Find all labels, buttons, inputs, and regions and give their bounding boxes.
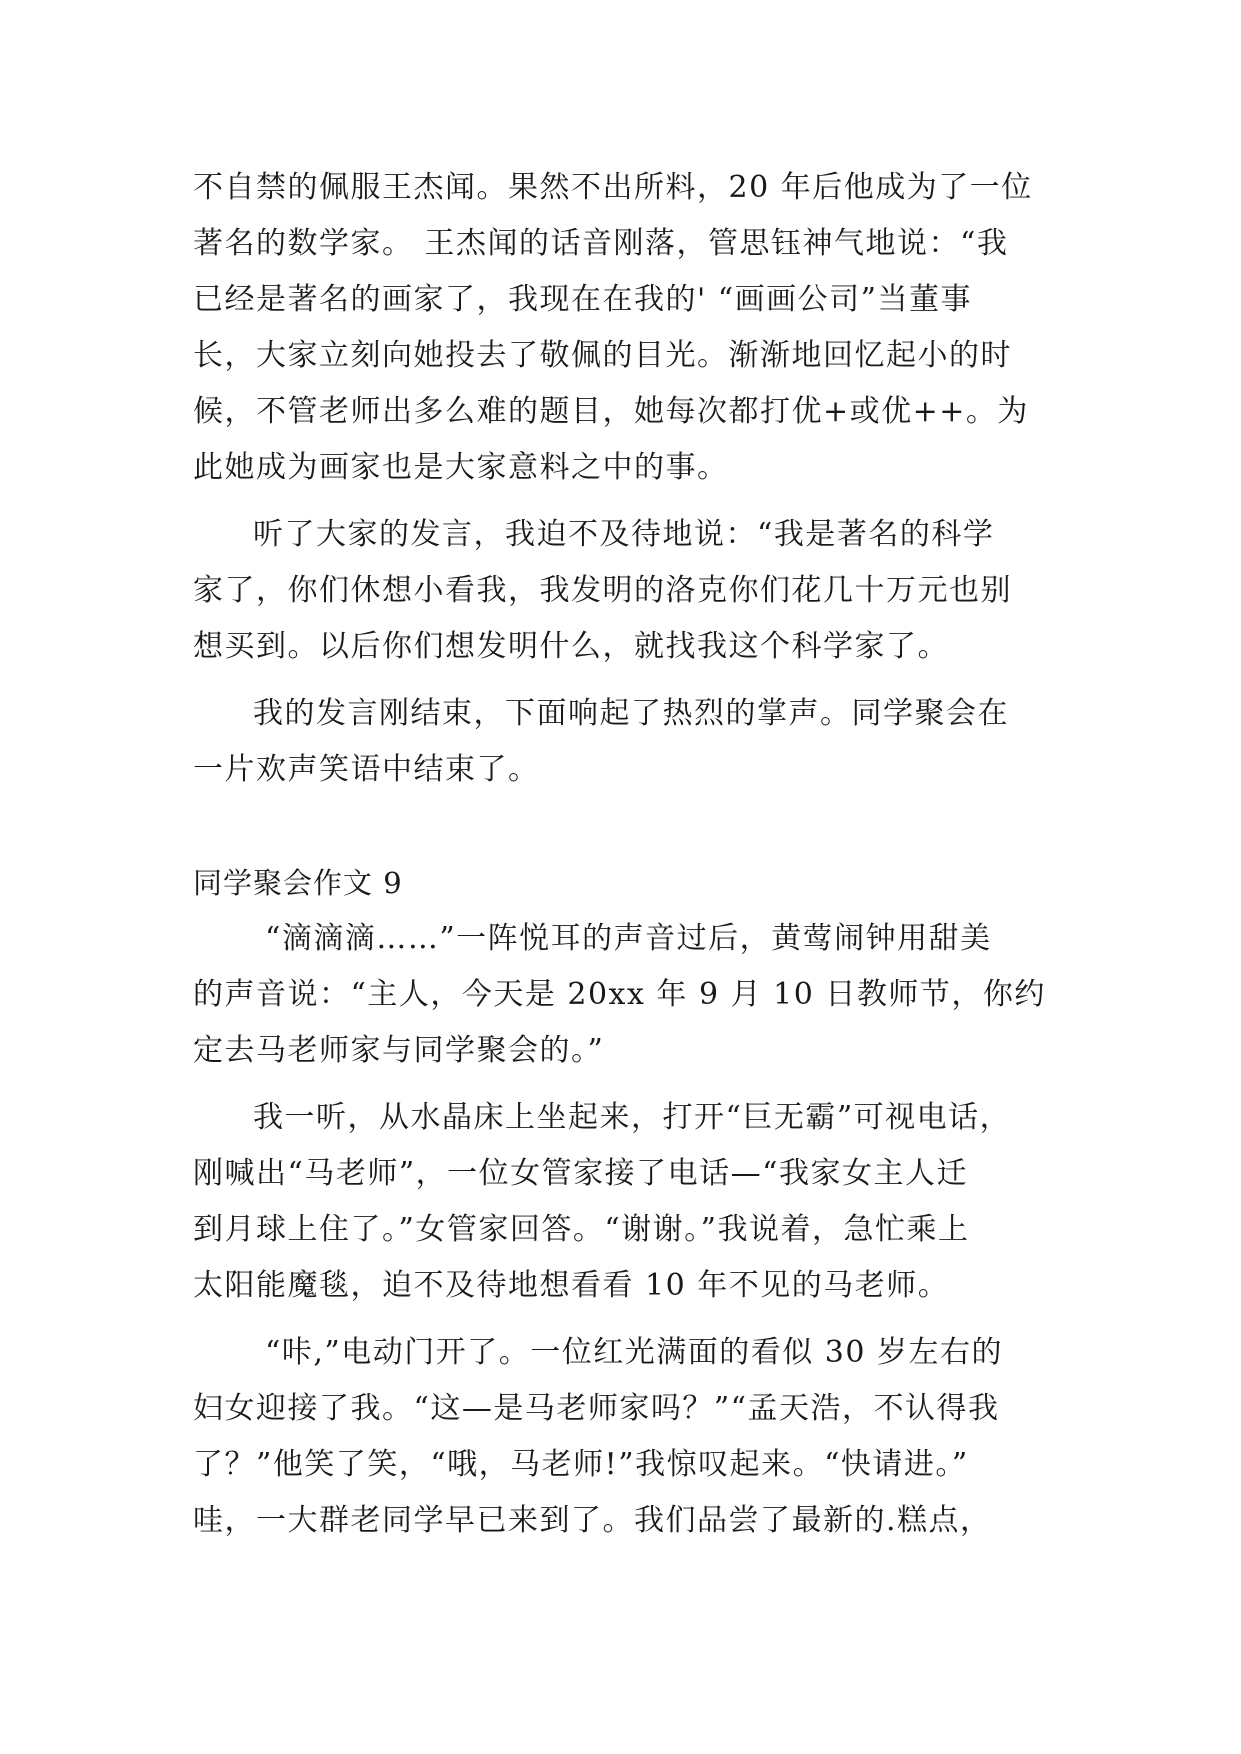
paragraph-line: 家了，你们休想小看我，我发明的洛克你们花几十万元也别 [193,573,1012,608]
paragraph-line: 想买到。以后你们想发明什么，就找我这个科学家了。 [193,629,949,664]
section-heading: 同学聚会作文 9 [193,866,403,900]
paragraph-first-line: “咔,”电动门开了。一位红光满面的看似 30 岁左右的 [265,1335,1003,1370]
paragraph-line: 刚喊出“马老师”，一位女管家接了电话—“我家女主人迁 [193,1156,969,1191]
paragraph-line: 不自禁的佩服王杰闻。果然不出所料，20 年后他成为了一位 [193,170,1033,205]
paragraph-line: 此她成为画家也是大家意料之中的事。 [193,450,729,485]
paragraph-first-line: 我一听，从水晶床上坐起来，打开“巨无霸”可视电话， [253,1100,1012,1135]
paragraph-line: 候，不管老师出多么难的题目，她每次都打优+或优++。为 [193,394,1029,429]
paragraph-first-line: “滴滴滴……”一阵悦耳的声音过后，黄莺闹钟用甜美 [265,921,992,956]
paragraph-line: 妇女迎接了我。“这—是马老师家吗？”“孟天浩，不认得我 [193,1391,1000,1426]
paragraph-line: 的声音说：“主人，今天是 20xx 年 9 月 10 日教师节，你约 [193,977,1046,1012]
paragraph-first-line: 听了大家的发言，我迫不及待地说：“我是著名的科学 [253,517,995,552]
paragraph-line: 长，大家立刻向她投去了敬佩的目光。渐渐地回忆起小的时 [193,338,1012,373]
paragraph-line: 了？”他笑了笑，“哦，马老师!”我惊叹起来。“快请进。” [193,1447,969,1482]
paragraph-line: 一片欢声笑语中结束了。 [193,752,540,787]
paragraph-line: 哇，一大群老同学早已来到了。我们品尝了最新的.糕点， [193,1503,992,1538]
paragraph-line: 已经是著名的画家了，我现在在我的' “画画公司”当董事 [193,282,972,317]
paragraph-line: 太阳能魔毯，迫不及待地想看看 10 年不见的马老师。 [193,1268,950,1303]
paragraph-line: 到月球上住了。”女管家回答。“谢谢。”我说着，急忙乘上 [193,1212,970,1247]
paragraph-line: 著名的数学家。 王杰闻的话音刚落，管思钰神气地说：“我 [193,226,1009,261]
paragraph-first-line: 我的发言刚结束，下面响起了热烈的掌声。同学聚会在 [253,696,1009,731]
paragraph-line: 定去马老师家与同学聚会的。” [193,1033,605,1068]
